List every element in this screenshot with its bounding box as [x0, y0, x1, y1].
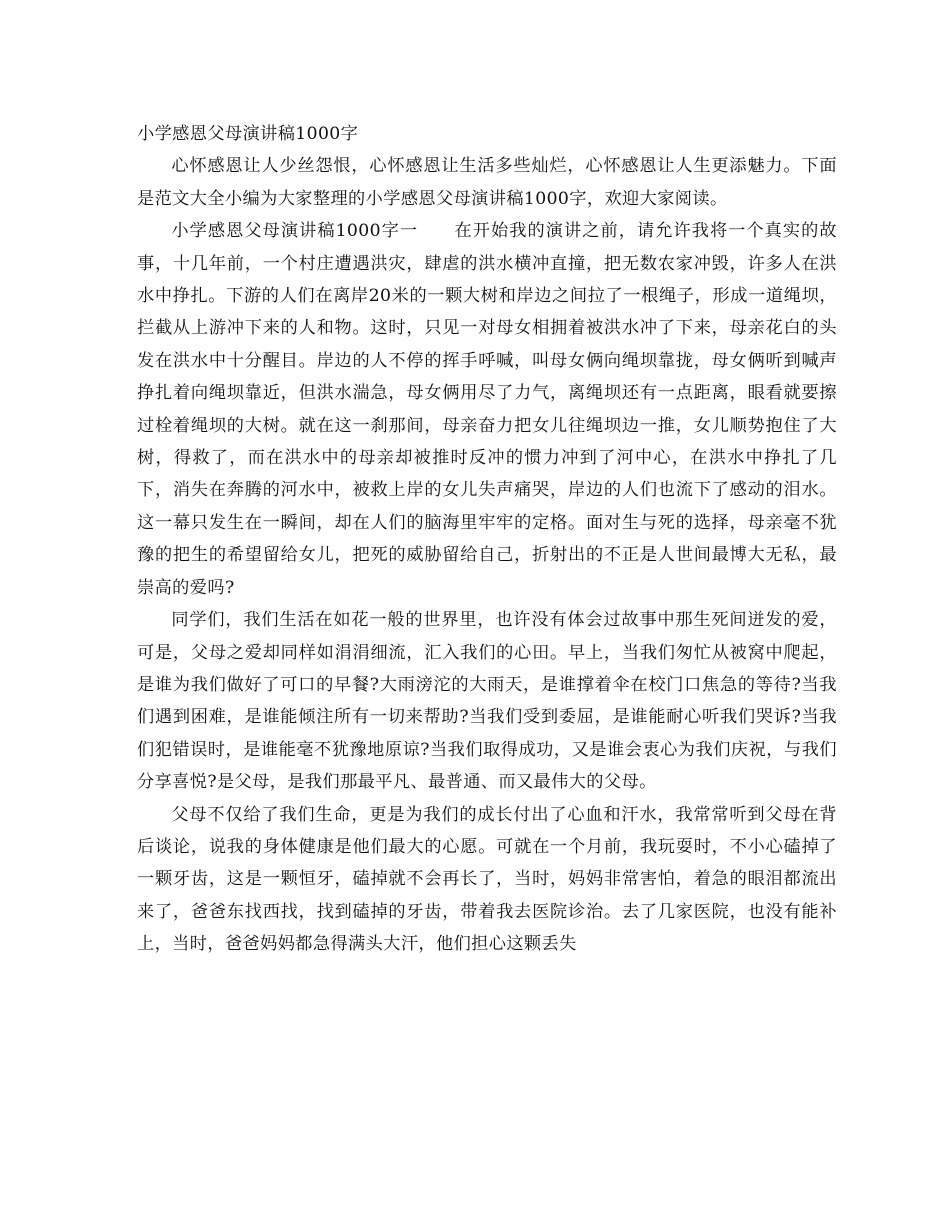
document-title: 小学感恩父母演讲稿1000字 — [137, 124, 359, 144]
document-body — [137, 118, 837, 961]
story-paragraph: 小学感恩父母演讲稿1000字一 在开始我的演讲之前，请允许我将一个真实的故事，十几年前，一个村庄遭遇洪灾，肆虐的洪水横冲直撞，把无数农家冲毁，许多人在洪水中挣扎。下游的人们在离岸20米的一颗大树和岸边之间拉了一根绳子，形成一道绳坝，拦截从上游冲下来的人和物。这时，只见一对母女相拥着被洪水冲了下来，母亲花白的头发在洪水中十分醒目。岸边的人不停的挥手呼喊，叫母女俩向绳坝靠拢，母女俩听到喊声挣扎着向绳坝靠近，但洪水湍急，母女俩用尽了力气，离绳坝还有一点距离，眼看就要擦过栓着绳坝的大树。就在这一刹那间，母亲奋力把女儿往绳坝边一推，女儿顺势抱住了大树，得救了，而在洪水中的母亲却被推时反冲的惯力冲到了河中心，在洪水中挣扎了几下，消失在奔腾的河水中，被救上岸的女儿失声痛哭，岸边的人们也流下了感动的泪水。这一幕只发生在一瞬间，却在人们的脑海里牢牢的定格。面对生与死的选择，母亲毫不犹豫的把生的希望留给女儿，把死的威胁留给自己，折射出的不正是人世间最博大无私，最崇高的爱吗? — [137, 221, 837, 598]
intro-paragraph: 心怀感恩让人少丝怨恨，心怀感恩让生活多些灿烂，心怀感恩让人生更添魅力。下面是范文大全小编为大家整理的小学感恩父母演讲稿1000字，欢迎大家阅读。 — [137, 156, 837, 209]
classmates-paragraph: 同学们，我们生活在如花一般的世界里，也许没有体会过故事中那生死间迸发的爱，可是，父母之爱却同样如涓涓细流，汇入我们的心田。早上，当我们匆忙从被窝中爬起，是谁为我们做好了可口的早餐?大雨滂沱的大雨天，是谁撑着伞在校门口焦急的等待?当我们遇到困难，是谁能倾注所有一切来帮助?当我们受到委屈，是谁能耐心听我们哭诉?当我们犯错误时，是谁能毫不犹豫地原谅?当我们取得成功，又是谁会衷心为我们庆祝，与我们分享喜悦?是父母，是我们那最平凡、最普通、而又最伟大的父母。 — [137, 610, 837, 793]
parents-paragraph: 父母不仅给了我们生命，更是为我们的成长付出了心血和汗水，我常常听到父母在背后谈论，说我的身体健康是他们最大的心愿。可就在一个月前，我玩耍时，不小心磕掉了一颗牙齿，这是一颗恒牙，磕掉就不会再长了，当时，妈妈非常害怕，着急的眼泪都流出来了，爸爸东找西找，找到磕掉的牙齿，带着我去医院诊治。去了几家医院，也没有能补上，当时，爸爸妈妈都急得满头大汗，他们担心这颗丢失 — [137, 804, 837, 955]
